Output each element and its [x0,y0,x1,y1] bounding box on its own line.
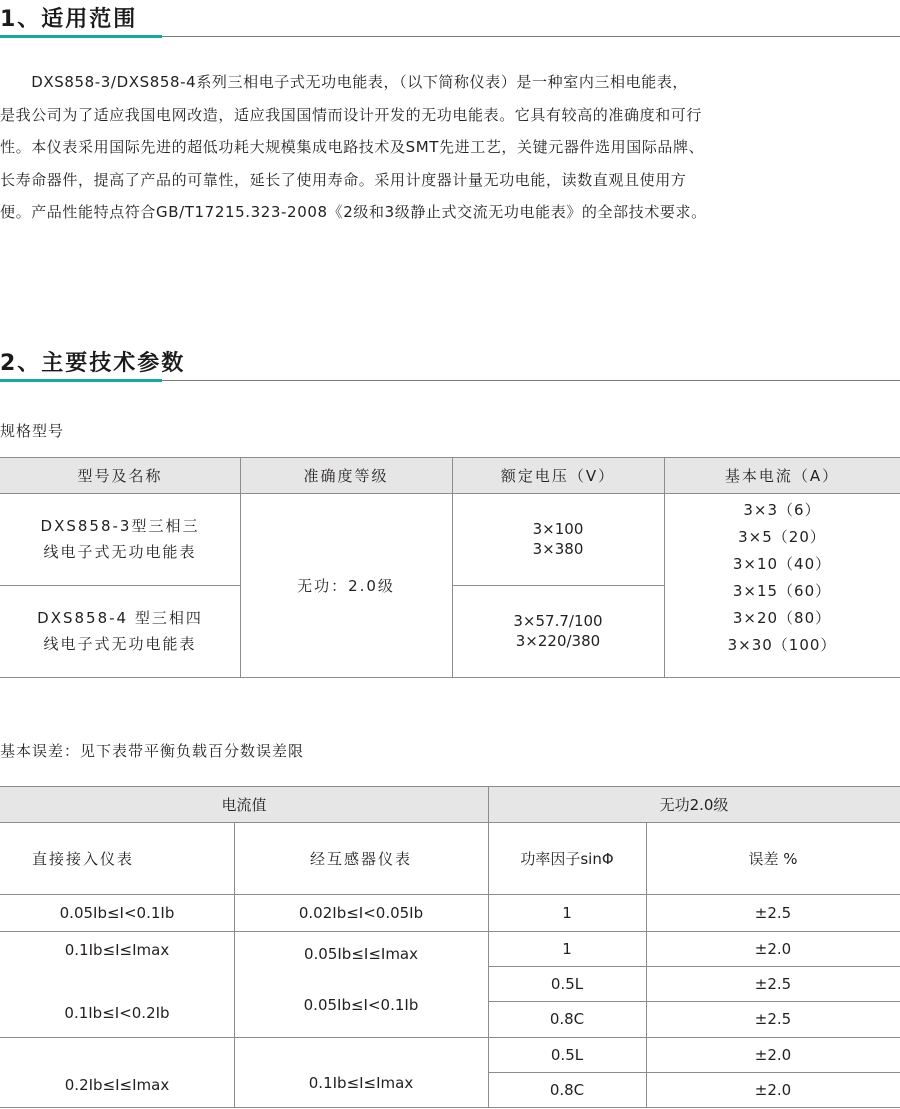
row-err: ±2.5 [754,974,792,993]
error-subheader-direct: 直接接入仪表 [32,849,135,868]
model-line: DXS858-4 型三相四 [37,609,203,627]
row-ct: 0.05Ib≤I≤Imax [303,944,418,963]
row-pf: 1 [562,939,572,958]
row-err: ±2.0 [754,939,792,958]
row-ct: 0.1Ib≤I≤Imax [308,1073,414,1092]
row-direct: 0.1Ib≤I<0.2Ib [64,1003,170,1022]
current-value: 3×3（6） [743,501,821,519]
spec-accuracy: 无功：2.0级 [297,576,395,595]
error-subheader-err: 误差 % [748,849,798,868]
spec-model-1 [0,493,240,585]
spec-voltage-2 [452,585,664,677]
section2-accent-bar [0,379,162,382]
current-value: 3×10（40） [732,555,832,573]
spec-label: 规格型号 [0,422,65,440]
model-line: 线电子式无功电能表 [43,543,197,561]
current-value: 3×30（100） [727,636,837,654]
section1-title: 1、适用范围 [0,7,138,32]
spec-voltage-1 [452,493,664,585]
model-line: DXS858-3型三相三 [40,517,200,535]
current-value: 3×5（20） [738,528,826,546]
row-direct: 0.05Ib≤I<0.1Ib [59,903,175,922]
spec-currents [664,497,900,661]
error-label: 基本误差：见下表带平衡负载百分数误差限 [0,742,305,760]
voltage-value: 3×380 [532,540,584,558]
row-pf: 1 [562,903,572,922]
spec-header-accuracy: 准确度等级 [303,466,389,485]
row-direct: 0.2Ib≤I≤Imax [64,1075,170,1094]
row-err: ±2.5 [754,1010,792,1028]
voltage-value: 3×220/380 [515,632,601,650]
section2-title: 2、主要技术参数 [0,351,186,376]
row-pf: 0.5L [550,974,584,993]
section1-accent-bar [0,35,162,38]
row-ct: 0.02Ib≤I<0.05Ib [298,903,424,922]
current-value: 3×20（80） [732,609,832,627]
voltage-value: 3×57.7/100 [513,612,603,630]
row-pf: 0.8C [549,1010,585,1028]
row-ct: 0.05Ib≤I<0.1Ib [303,995,419,1014]
para-line: 便。产品性能特点符合GB/T17215.323-2008《2级和3级静止式交流无功电能表》的全部技术要求。 [0,203,707,221]
current-value: 3×15（60） [732,582,832,600]
spec-header-model: 型号及名称 [77,466,163,485]
row-err: ±2.0 [754,1045,792,1064]
para-line: 是我公司为了适应我国电网改造，适应我国国情而设计开发的无功电能表。它具有较高的准确度和可行 [0,105,703,124]
row-pf: 0.5L [550,1045,584,1064]
para-line: 性。本仪表采用国际先进的超低功耗大规模集成电路技术及SMT先进工艺，关键元器件选用国际品牌、 [0,138,705,156]
section1-paragraph [0,66,900,229]
row-pf: 0.8C [549,1080,585,1099]
voltage-value: 3×100 [532,520,584,538]
error-subheader-ct: 经互感器仪表 [309,849,412,868]
para-line: DXS858-3/DXS858-4系列三相电子式无功电能表，（以下简称仪表）是一种室内三相电能表， [0,73,689,91]
error-group-class: 无功2.0级 [659,795,729,814]
spec-header-current: 基本电流（A） [724,466,840,485]
model-line: 线电子式无功电能表 [43,635,197,653]
row-err: ±2.0 [754,1080,792,1099]
spec-bottom-border [0,677,900,678]
error-subheader-pf: 功率因子sinΦ [520,849,614,868]
spec-header-voltage: 额定电压（V） [500,466,616,485]
row-err: ±2.5 [754,903,792,922]
para-line: 长寿命器件，提高了产品的可靠性，延长了使用寿命。采用计度器计量无功电能，读数直观且使用方 [0,170,687,189]
spec-model-2 [0,585,240,677]
error-bottom-border [0,1107,900,1108]
row-direct: 0.1Ib≤I≤Imax [64,940,170,959]
error-group-current: 电流值 [221,795,267,814]
